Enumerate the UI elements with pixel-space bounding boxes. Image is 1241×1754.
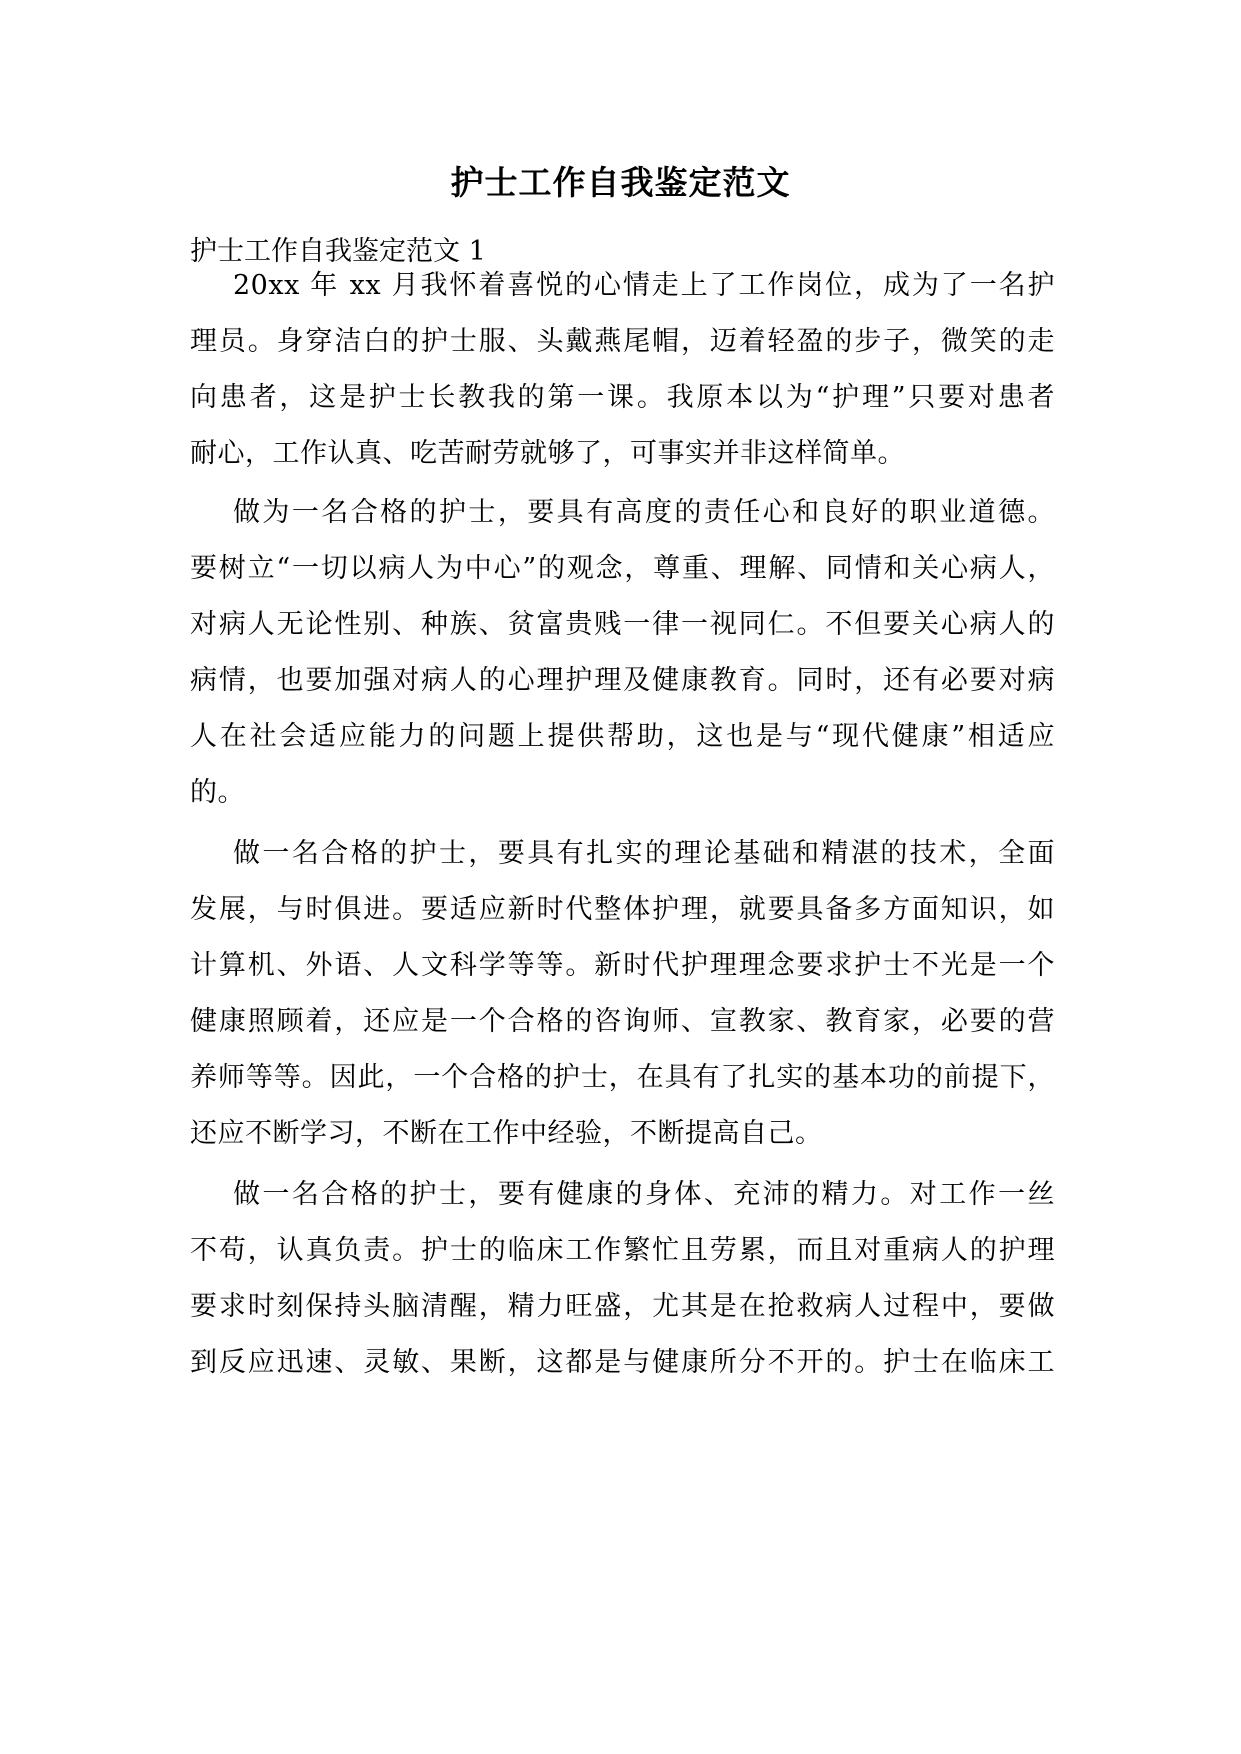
paragraph-3-line-2: 发展，与时俱进。要适应新时代整体护理，就要具备多方面知识，如 (190, 894, 1055, 925)
paragraph-3-line-5: 养师等等。因此，一个合格的护士，在具有了扎实的基本功的前提下， (190, 1062, 1055, 1093)
paragraph-1-line-3: 向患者，这是护士长教我的第一课。我原本以为“护理”只要对患者 (190, 382, 1055, 413)
paragraph-4-line-2: 不苟，认真负责。护士的临床工作繁忙且劳累，而且对重病人的护理 (190, 1235, 1055, 1266)
paragraph-3-line-4: 健康照顾着，还应是一个合格的咨询师、宣教家、教育家，必要的营 (190, 1006, 1055, 1037)
paragraph-2-line-3: 对病人无论性别、种族、贫富贵贱一律一视同仁。不但要关心病人的 (190, 609, 1055, 640)
paragraph-1-line-4: 耐心，工作认真、吃苦耐劳就够了，可事实并非这样简单。 (190, 438, 905, 469)
paragraph-1-line-2: 理员。身穿洁白的护士服、头戴燕尾帽，迈着轻盈的步子，微笑的走 (190, 326, 1055, 357)
paragraph-3-line-1: 做一名合格的护士，要具有扎实的理论基础和精湛的技术，全面 (233, 838, 1055, 869)
paragraph-2-line-2: 要树立“一切以病人为中心”的观念，尊重、理解、同情和关心病人， (190, 553, 1055, 584)
document-title: 护士工作自我鉴定范文 (450, 163, 791, 202)
paragraph-2-line-5: 人在社会适应能力的问题上提供帮助，这也是与“现代健康”相适应 (190, 721, 1055, 752)
paragraph-2-line-4: 病情，也要加强对病人的心理护理及健康教育。同时，还有必要对病 (190, 665, 1055, 696)
paragraph-4-line-4: 到反应迅速、灵敏、果断，这都是与健康所分不开的。护士在临床工 (190, 1347, 1055, 1378)
paragraph-2-line-1: 做为一名合格的护士，要具有高度的责任心和良好的职业道德。 (233, 497, 1055, 528)
paragraph-3-line-3: 计算机、外语、人文科学等等。新时代护理理念要求护士不光是一个 (190, 950, 1055, 981)
paragraph-4-line-3: 要求时刻保持头脑清醒，精力旺盛，尤其是在抢救病人过程中，要做 (190, 1291, 1055, 1322)
paragraph-1-line-1: 20xx 年 xx 月我怀着喜悦的心情走上了工作岗位，成为了一名护 (233, 270, 1055, 301)
section-heading: 护士工作自我鉴定范文 1 (190, 236, 486, 267)
paragraph-3-line-6: 还应不断学习，不断在工作中经验，不断提高自己。 (190, 1118, 823, 1149)
paragraph-2-line-6: 的。 (190, 777, 245, 808)
paragraph-4-line-1: 做一名合格的护士，要有健康的身体、充沛的精力。对工作一丝 (233, 1179, 1055, 1210)
